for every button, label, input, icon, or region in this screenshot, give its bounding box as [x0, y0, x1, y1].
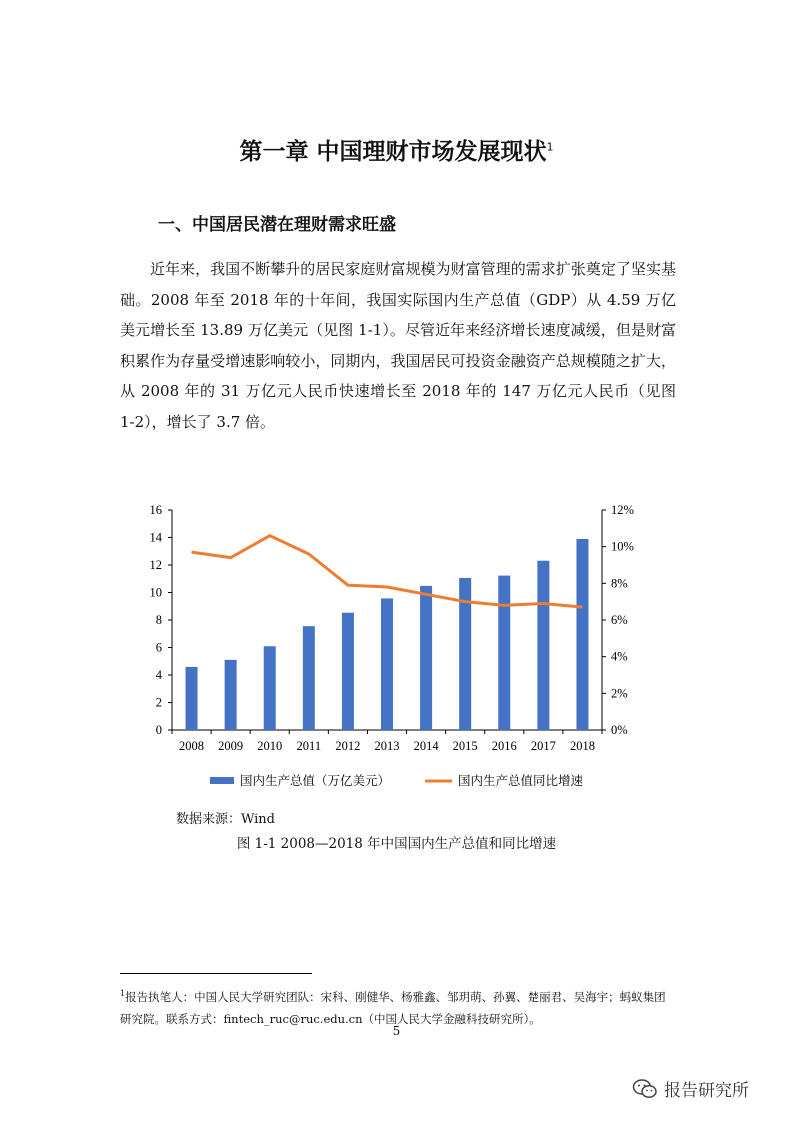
footnote-ref: 1 — [546, 140, 554, 154]
gdp-bar — [537, 561, 549, 730]
legend-label-gdp: 国内生产总值（万亿美元） — [240, 773, 391, 788]
footnote-marker: 1 — [120, 989, 126, 998]
x-tick-label: 2017 — [530, 739, 556, 753]
y-left-tick-label: 6 — [155, 640, 162, 655]
gdp-bar — [264, 646, 276, 730]
y-right-tick-label: 0% — [611, 723, 628, 737]
section-heading: 一、中国居民潜在理财需求旺盛 — [158, 215, 396, 235]
gdp-bar — [225, 660, 237, 730]
y-left-tick-label: 8 — [155, 613, 162, 627]
chart-legend — [210, 773, 584, 788]
x-tick-label: 2016 — [491, 739, 517, 753]
watermark — [632, 1076, 749, 1101]
gdp-bar — [381, 598, 393, 730]
gdp-chart — [120, 495, 660, 800]
page-number: 5 — [392, 1024, 401, 1038]
bar-series — [186, 539, 589, 730]
y-left-tick-label: 4 — [155, 668, 162, 682]
footnote — [120, 983, 676, 1030]
gdp-bar — [186, 667, 198, 730]
y-left-tick-label: 14 — [149, 530, 162, 545]
x-tick-label: 2010 — [257, 739, 283, 753]
y-right-tick-label: 4% — [611, 649, 628, 664]
wechat-icon — [632, 1078, 658, 1100]
x-tick-label: 2008 — [179, 739, 205, 753]
gdp-bar — [498, 576, 510, 730]
line-series — [192, 536, 583, 608]
gdp-bar — [342, 613, 354, 730]
body-paragraph: 近年来，我国不断攀升的居民家庭财富规模为财富管理的需求扩张奠定了坚实基础。2008 年至 2018 年的十年间，我国实际国内生产总值（GDP）从 4.59 万亿美元增长至 13.89 万亿美元（见图 1-1）。尽管近年来经济增长速度减缓，但是财富积累作为存量受增速影响较小，同期内，我国居民可投资金融资产总规模随之扩大，从 2008 年的 31 万亿元人民币快速增长至 2018 年的 147 万亿元人民币（见图 1-2），增长了 3.7 倍。 — [120, 260, 676, 431]
y-left-tick-label: 2 — [155, 695, 162, 710]
x-tick-label: 2015 — [452, 739, 478, 753]
y-left-tick-label: 16 — [149, 503, 162, 517]
y-left-tick-label: 0 — [155, 723, 162, 737]
x-tick-label: 2014 — [413, 739, 439, 753]
figure-source: 数据来源：Wind — [176, 812, 275, 827]
y-left-tick-label: 12 — [149, 558, 162, 572]
y-right-tick-label: 6% — [611, 613, 628, 627]
figure-caption: 图 1-1 2008—2018 年中国国内生产总值和同比增速 — [236, 836, 557, 852]
footnote-divider — [120, 973, 312, 974]
y-right-tick-label: 2% — [611, 686, 628, 701]
y-left-tick-label: 10 — [149, 585, 162, 600]
growth-rate-line — [192, 536, 583, 608]
legend-label-growth: 国内生产总值同比增速 — [458, 773, 584, 788]
watermark-text: 报告研究所 — [664, 1081, 749, 1101]
gdp-bar — [303, 626, 315, 730]
x-tick-label: 2012 — [335, 739, 361, 753]
legend-swatch-bar — [210, 777, 234, 784]
y-right-tick-label: 8% — [611, 576, 628, 591]
gdp-bar — [576, 539, 588, 730]
chapter-title: 第一章 中国理财市场发展现状$^1$ — [239, 139, 554, 165]
x-tick-label: 2013 — [374, 739, 400, 753]
x-tick-label: 2009 — [218, 739, 244, 753]
gdp-bar — [420, 586, 432, 730]
y-right-tick-label: 12% — [611, 503, 634, 517]
x-tick-label: 2011 — [296, 739, 322, 753]
x-tick-label: 2018 — [569, 739, 595, 753]
y-right-tick-label: 10% — [611, 539, 634, 554]
footnote-text: 报告执笔人：中国人民大学研究团队：宋科、刚健华、杨雅鑫、邹玥萌、孙翼、楚丽君、吴海宇；蚂蚁集团研究院。联系方式：fintech_ruc@ruc.edu.cn（中国人民大学金融科技研究所）。 — [120, 989, 666, 1026]
